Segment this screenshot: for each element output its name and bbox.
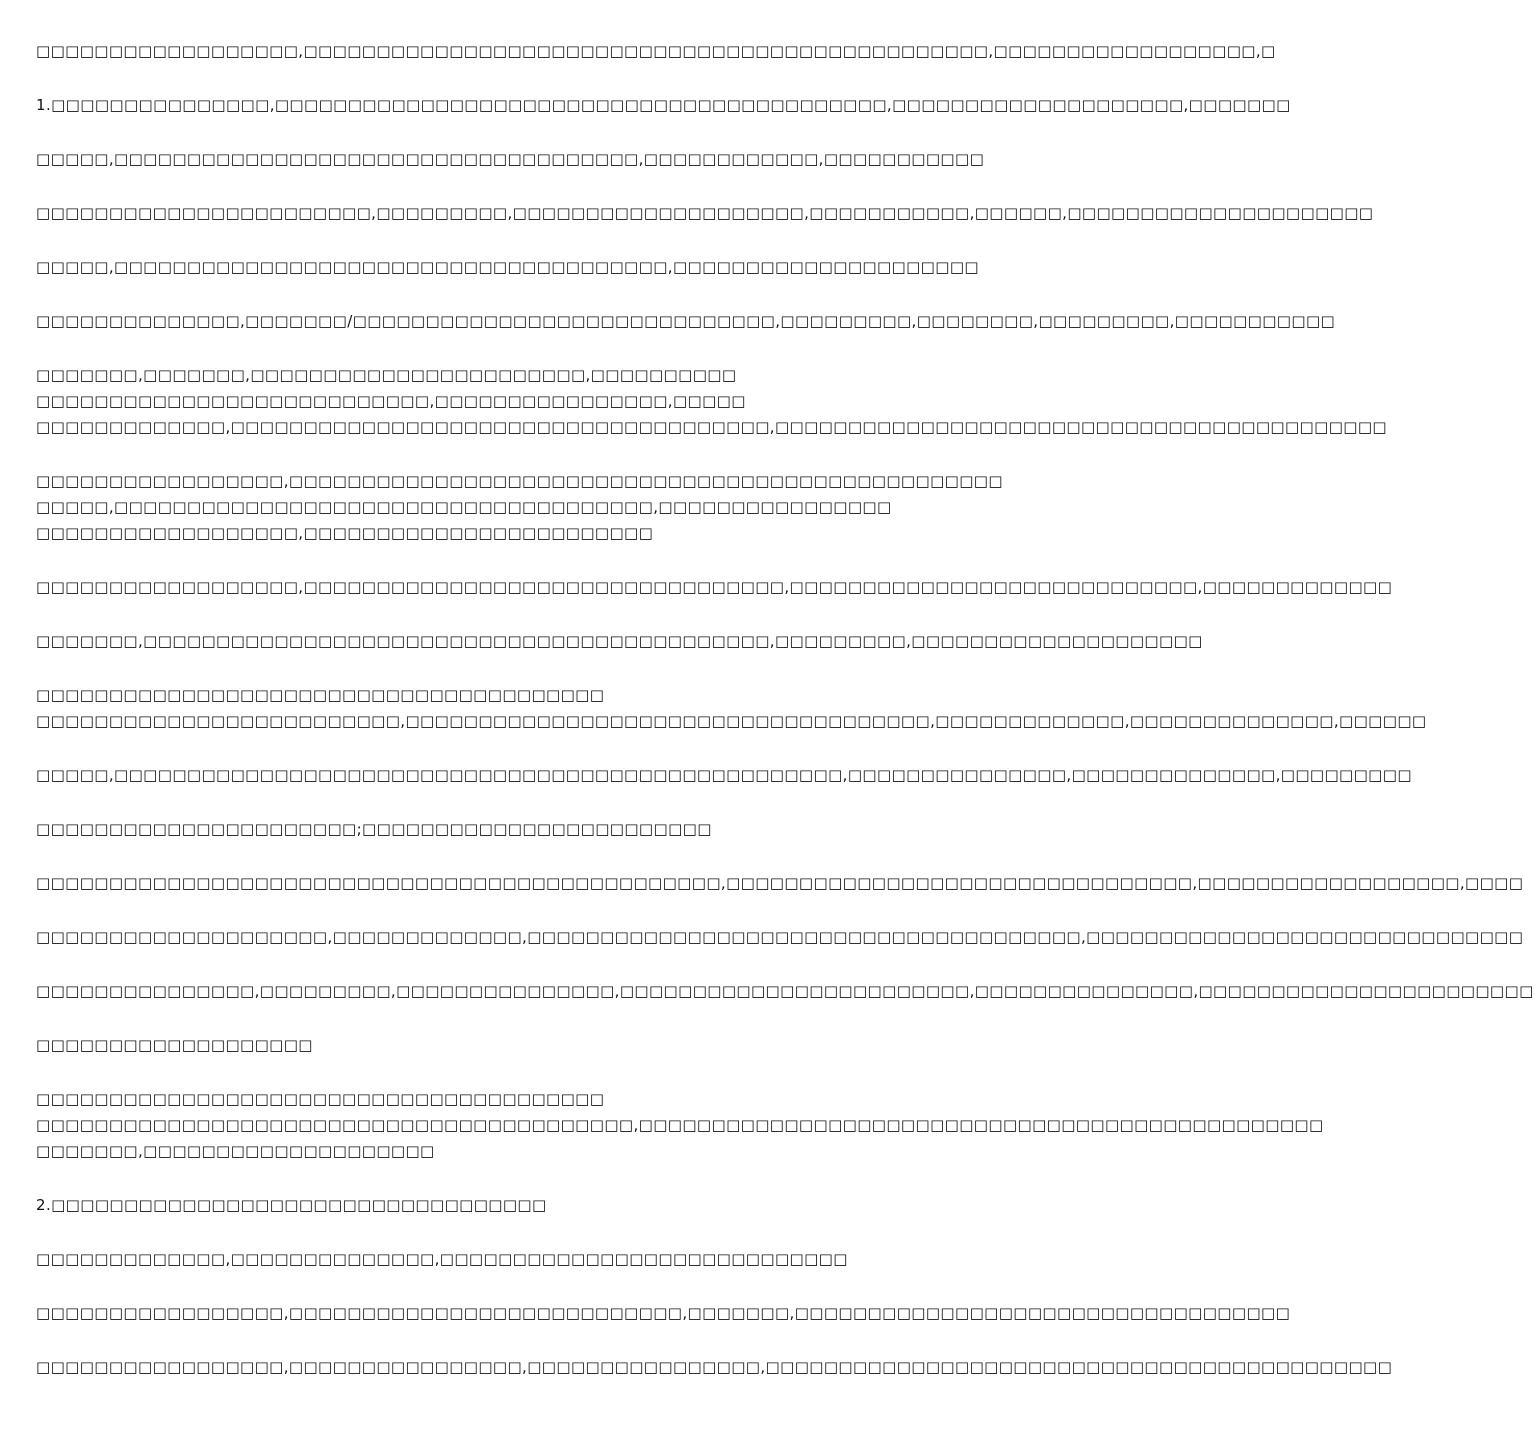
text-line: □□□□□,□□□□□□□□□□□□□□□□□□□□□□□□□□□□□□□□□□□□□□□□□□□□□□□□□□,□□□□□□□□□□□□□□□,□□□□□□□□□□□□□□,□□□□□□□□□ <box>36 766 1412 784</box>
paragraph <box>36 1032 989 1058</box>
text-line: □□□□□□□□□□□□□□,□□□□□□□/□□□□□□□□□□□□□□□□□□□□□□□□□□□□□,□□□□□□□□□,□□□□□□□□,□□□□□□□□□,□□□□□□□□□□□ <box>36 312 1336 330</box>
text-line: □□□□□□□,□□□□□□□□□□□□□□□□□□□□ <box>36 1142 435 1160</box>
paragraph <box>36 978 1534 1004</box>
text-line: □□□□□□□□□□□□□□□□□□□□□□□,□□□□□□□□□,□□□□□□□□□□□□□□□□□□□□,□□□□□□□□□□□,□□□□□□,□□□□□□□□□□□□□□□□□□□□□ <box>36 204 1374 222</box>
text-line: □□□□□□□□□□□□□□□□□□□□□□□□□□□,□□□□□□□□□□□□□□□□,□□□□□ <box>36 392 746 410</box>
paragraph <box>36 1300 1291 1326</box>
text-line: □□□□□□□□□□□□□□□□□□,□□□□□□□□□□□□□□□□□□□□□□□□ <box>36 524 654 542</box>
text-line: □□□□□□□□□□□□□□□□□□,□□□□□□□□□□□□□□□□□□□□□□□□□□□□□□□□□,□□□□□□□□□□□□□□□□□□□□□□□□□□□□,□□□□□□□□□□□□□ <box>36 578 1393 596</box>
document-body <box>36 38 1534 1408</box>
paragraph <box>36 628 1203 654</box>
text-line: □□□□□□□□□□□□□,□□□□□□□□□□□□□□□□□□□□□□□□□□□□□□□□□□□□□,□□□□□□□□□□□□□□□□□□□□□□□□□□□□□□□□□□□□□□□□□□ <box>36 418 1387 436</box>
paragraph <box>36 362 1387 440</box>
text-line: □□□□□□□□□□□□□□□□□,□□□□□□□□□□□□□□□□□□□□□□□□□□□□□□□□□□□□□□□□□□□□□□□□□ <box>36 472 1003 490</box>
paragraph <box>36 1086 1324 1164</box>
text-line: □□□□□,□□□□□□□□□□□□□□□□□□□□□□□□□□□□□□□□□□□□,□□□□□□□□□□□□,□□□□□□□□□□□ <box>36 150 985 168</box>
paragraph <box>36 254 989 280</box>
text-line: □□□□□□□,□□□□□□□□□□□□□□□□□□□□□□□□□□□□□□□□□□□□□□□□□□□,□□□□□□□□□,□□□□□□□□□□□□□□□□□□□□ <box>36 632 1203 650</box>
text-line: □□□□□□□□□□□□□,□□□□□□□□□□□□□□,□□□□□□□□□□□□□□□□□□□□□□□□□□□□ <box>36 1250 848 1268</box>
paragraph <box>36 38 1276 64</box>
text-line: □□□□□□□□□□□□□□□□□□□ <box>36 1036 313 1054</box>
paragraph <box>36 924 1524 950</box>
text-line: □□□□□□□□□□□□□□□□□□□□□□□□□□□□□□□□□□□□□□□□□,□□□□□□□□□□□□□□□□□□□□□□□□□□□□□□□□□□□□□□□□□□□□□□□ <box>36 1116 1324 1134</box>
paragraph <box>36 762 1412 788</box>
paragraph <box>36 1192 989 1218</box>
paragraph <box>36 816 989 842</box>
text-line: □□□□□□□□□□□□□□□□□,□□□□□□□□□□□□□□□□,□□□□□□□□□□□□□□□□,□□□□□□□□□□□□□□□□□□□□□□□□□□□□□□□□□□□□□□□□□□□ <box>36 1358 1393 1376</box>
paragraph <box>36 1246 989 1272</box>
paragraph <box>36 574 1393 600</box>
text-line: □□□□□□□□□□□□□□□□□□□□□□□□□□□□□□□□□□□□□□□□□□□□□□□,□□□□□□□□□□□□□□□□□□□□□□□□□□□□□□□□,□□□□□□□□□□□□□□□□□□,□□□□ <box>36 874 1524 892</box>
text-line: □□□□□□□□□□□□□□□□□□□□□□□□□,□□□□□□□□□□□□□□□□□□□□□□□□□□□□□□□□□□□□,□□□□□□□□□□□□□,□□□□□□□□□□□□□□,□□□□□□ <box>36 712 1427 730</box>
text-line: □□□□□□□,□□□□□□□,□□□□□□□□□□□□□□□□□□□□□□□,□□□□□□□□□□ <box>36 366 737 384</box>
text-line: □□□□□□□□□□□□□□□□□□□□□□□□□□□□□□□□□□□□□□□ <box>36 1090 605 1108</box>
text-line: □□□□□□□□□□□□□□□□□□,□□□□□□□□□□□□□□□□□□□□□□□□□□□□□□□□□□□□□□□□□□□□□□□,□□□□□□□□□□□□□□□□□□,□ <box>36 42 1276 60</box>
text-line: □□□□□,□□□□□□□□□□□□□□□□□□□□□□□□□□□□□□□□□□□□□,□□□□□□□□□□□□□□□□ <box>36 498 892 516</box>
text-line: □□□□□□□□□□□□□□□,□□□□□□□□□,□□□□□□□□□□□□□□□,□□□□□□□□□□□□□□□□□□□□□□□□,□□□□□□□□□□□□□□□,□□□□□□□□□□□□□□□□□□□□□□□ <box>36 982 1534 1000</box>
text-line: 2.□□□□□□□□□□□□□□□□□□□□□□□□□□□□□□□□□□ <box>36 1196 547 1214</box>
paragraph <box>36 308 1336 334</box>
text-line: □□□□□□□□□□□□□□□□□□□□□□□□□□□□□□□□□□□□□□□ <box>36 686 605 704</box>
text-line: 1.□□□□□□□□□□□□□□□,□□□□□□□□□□□□□□□□□□□□□□□□□□□□□□□□□□□□□□□□□□,□□□□□□□□□□□□□□□□□□□□,□□□□□□□ <box>36 96 1291 114</box>
paragraph <box>36 468 1003 546</box>
paragraph <box>36 870 1524 896</box>
paragraph <box>36 92 1291 118</box>
text-line: □□□□□,□□□□□□□□□□□□□□□□□□□□□□□□□□□□□□□□□□□□□□,□□□□□□□□□□□□□□□□□□□□□ <box>36 258 979 276</box>
paragraph <box>36 1354 1393 1380</box>
text-line: □□□□□□□□□□□□□□□□□□□□,□□□□□□□□□□□□□,□□□□□□□□□□□□□□□□□□□□□□□□□□□□□□□□□□□□□□,□□□□□□□□□□□□□□□□□□□□□□□□□□□□□□ <box>36 928 1524 946</box>
paragraph <box>36 146 989 172</box>
paragraph <box>36 682 1427 734</box>
paragraph <box>36 200 1374 226</box>
text-line: □□□□□□□□□□□□□□□□□□□□□□;□□□□□□□□□□□□□□□□□□□□□□□□ <box>36 820 712 838</box>
text-line: □□□□□□□□□□□□□□□□□,□□□□□□□□□□□□□□□□□□□□□□□□□□□,□□□□□□□,□□□□□□□□□□□□□□□□□□□□□□□□□□□□□□□□□□ <box>36 1304 1291 1322</box>
